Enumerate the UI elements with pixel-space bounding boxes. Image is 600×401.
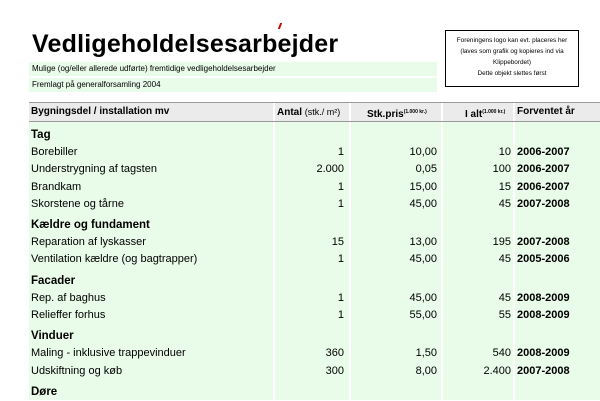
- cell-unit-price[interactable]: 45,00: [409, 197, 437, 210]
- cell-total[interactable]: 45: [498, 197, 511, 210]
- cell-unit-price[interactable]: 55,00: [409, 309, 437, 321]
- header-qty-unit: (stk./ m²): [304, 107, 341, 117]
- logo-box-line: (laves som grafik og kopieres ind via: [460, 48, 564, 55]
- table-row[interactable]: [0, 161, 600, 178]
- cell-qty[interactable]: 1: [337, 253, 344, 266]
- cell-item[interactable]: Rep. af baghus: [31, 291, 106, 304]
- cursor-mark: [278, 23, 282, 29]
- cell-total[interactable]: 45: [498, 253, 511, 266]
- cell-qty[interactable]: 300: [325, 364, 344, 377]
- section-row[interactable]: [0, 217, 600, 234]
- cell-item[interactable]: Maling - inklusive trappevinduer: [31, 347, 186, 360]
- cell-total[interactable]: 100: [492, 163, 511, 176]
- header-unit-price-sup: (1.000 kr.): [403, 109, 427, 115]
- header-total-label: I alt: [465, 109, 483, 120]
- cell-year[interactable]: 2007-2008: [517, 364, 570, 377]
- cell-total[interactable]: 15: [498, 180, 511, 193]
- cell-qty[interactable]: 1: [337, 291, 344, 304]
- table-row[interactable]: [0, 234, 600, 251]
- header-total: [443, 103, 513, 121]
- header-part: [29, 103, 273, 121]
- cell-total[interactable]: 45: [498, 291, 511, 304]
- section-row[interactable]: [0, 384, 600, 401]
- table-row[interactable]: [0, 196, 600, 213]
- cell-year[interactable]: 2006-2007: [517, 180, 570, 193]
- page-title: Vedligeholdelsesarbejder: [32, 30, 339, 58]
- cell-item[interactable]: Udskiftning og køb: [31, 364, 123, 377]
- cell-unit-price[interactable]: 13,00: [409, 236, 437, 249]
- cell-unit-price[interactable]: 8,00: [415, 364, 437, 377]
- cell-qty[interactable]: 2.000: [316, 163, 344, 176]
- header-year: [515, 103, 600, 121]
- header-qty: [275, 103, 349, 121]
- cell-year[interactable]: 2008-2009: [517, 347, 570, 360]
- section-heading: Facader: [31, 274, 76, 287]
- cell-total[interactable]: 540: [492, 347, 511, 360]
- cell-item[interactable]: Skorstene og tårne: [31, 197, 124, 210]
- cell-total[interactable]: 10: [498, 146, 511, 159]
- cell-year[interactable]: 2007-2008: [517, 236, 570, 249]
- logo-box-line: Dette objekt slettes først: [477, 70, 547, 77]
- section-heading: Vinduer: [31, 330, 74, 343]
- cell-item[interactable]: Understrygning af tagsten: [31, 163, 157, 176]
- table-row[interactable]: [0, 345, 600, 362]
- logo-box-line: Klippebordet): [492, 59, 531, 66]
- cell-item[interactable]: Relieffer forhus: [31, 309, 106, 321]
- section-row[interactable]: [0, 273, 600, 290]
- cell-unit-price[interactable]: 45,00: [409, 253, 437, 266]
- cell-year[interactable]: 2006-2007: [517, 163, 570, 176]
- cell-item[interactable]: Reparation af lyskasser: [31, 236, 146, 249]
- cell-year[interactable]: 2008-2009: [517, 291, 570, 304]
- cell-item[interactable]: Ventilation kældre (og bagtrapper): [31, 253, 198, 266]
- cell-total[interactable]: 55: [498, 309, 511, 321]
- logo-box-line: Foreningens logo kan evt. placeres her: [456, 37, 568, 44]
- table-row[interactable]: [0, 290, 600, 307]
- section-row[interactable]: [0, 127, 600, 144]
- cell-unit-price[interactable]: 45,00: [409, 291, 437, 304]
- section-heading: Tag: [31, 129, 51, 141]
- cell-qty[interactable]: 1: [337, 309, 344, 321]
- cell-qty[interactable]: 1: [337, 197, 344, 210]
- section-heading: Kældre og fundament: [31, 219, 150, 231]
- header-qty-label: Antal: [277, 107, 302, 118]
- logo-placeholder-box[interactable]: [445, 30, 579, 87]
- cell-unit-price[interactable]: 0,05: [415, 163, 437, 176]
- cell-item[interactable]: Borebiller: [31, 146, 78, 159]
- cell-item[interactable]: Brandkam: [31, 180, 82, 193]
- table-row[interactable]: [0, 251, 600, 268]
- table-row[interactable]: [0, 363, 600, 380]
- cell-qty[interactable]: 15: [331, 236, 344, 249]
- cell-total[interactable]: 195: [492, 236, 511, 249]
- cell-year[interactable]: 2008-2009: [517, 309, 570, 321]
- cell-year[interactable]: 2007-2008: [517, 197, 570, 210]
- header-unit-price-label: Stk.pris: [367, 109, 404, 120]
- header-year-label: Forventet år: [517, 106, 575, 117]
- table-row[interactable]: [0, 179, 600, 196]
- subtitle-line-1: Mulige (og/eller allerede udførte) fremtidige vedligeholdelsesarbejder: [29, 62, 437, 76]
- cell-qty[interactable]: 1: [337, 146, 344, 159]
- table-row[interactable]: [0, 144, 600, 161]
- cell-year[interactable]: 2006-2007: [517, 146, 570, 159]
- cell-unit-price[interactable]: 1,50: [415, 347, 437, 360]
- header-part-label: Bygningsdel / installation mv: [31, 106, 170, 117]
- section-heading: Døre: [31, 385, 58, 398]
- section-row[interactable]: [0, 328, 600, 345]
- table-row[interactable]: [0, 307, 600, 324]
- cell-total[interactable]: 2.400: [483, 364, 511, 377]
- cell-unit-price[interactable]: 10,00: [409, 146, 437, 159]
- cell-qty[interactable]: 360: [325, 347, 344, 360]
- header-unit-price: [351, 103, 441, 121]
- header-total-sup: (1.000 kr.): [482, 109, 506, 115]
- cell-unit-price[interactable]: 15,00: [409, 180, 437, 193]
- subtitle-line-2: Fremlagt på generalforsamling 2004: [29, 78, 437, 92]
- cell-year[interactable]: 2005-2006: [517, 253, 570, 266]
- header-bottom-rule: [29, 121, 600, 122]
- cell-qty[interactable]: 1: [337, 180, 344, 193]
